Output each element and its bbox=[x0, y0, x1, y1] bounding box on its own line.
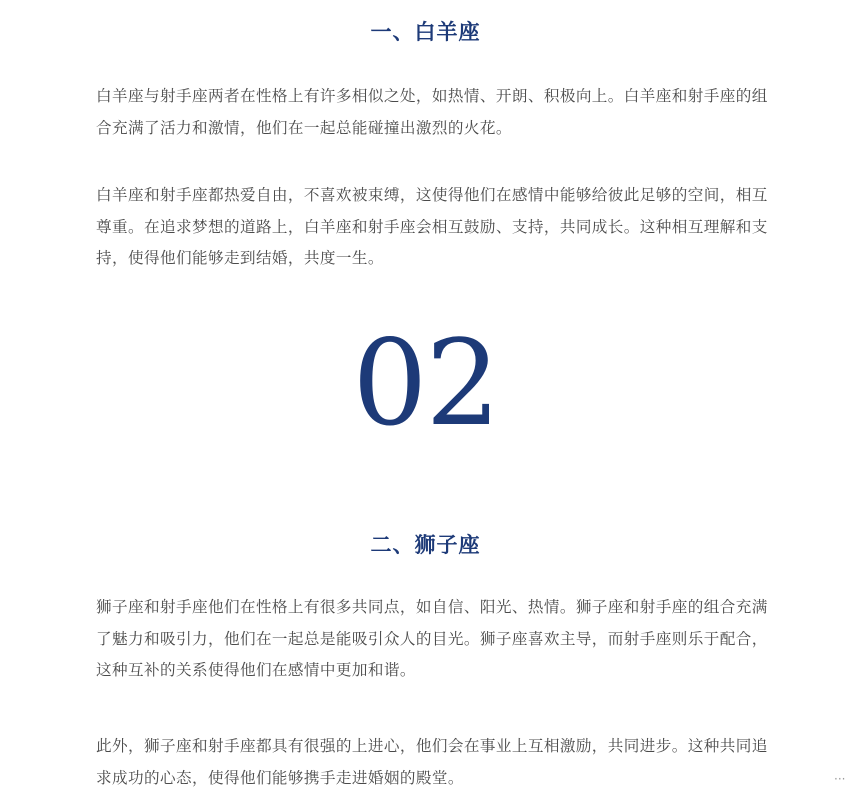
section-number: 02 bbox=[352, 314, 499, 452]
paragraph-aries-1: 白羊座与射手座两者在性格上有许多相似之处，如热情、开朗、积极向上。白羊座和射手座的组合充满了活力和激情，他们在一起总能碰撞出激烈的火花。 bbox=[96, 87, 768, 137]
paragraph-leo-1: 狮子座和射手座他们在性格上有很多共同点，如自信、阳光、热情。狮子座和射手座的组合充满了魅力和吸引力，他们在一起总是能吸引众人的目光。狮子座喜欢主导，而射手座则乐于配合，这种互补的关系使得他们在感情中更加和谐。 bbox=[96, 598, 768, 679]
section-heading-leo: 二、狮子座 bbox=[370, 533, 481, 557]
paragraph-aries-2: 白羊座和射手座都热爱自由，不喜欢被束缚，这使得他们在感情中能够给彼此足够的空间，相互尊重。在追求梦想的道路上，白羊座和射手座会相互鼓励、支持，共同成长。这种相互理解和支持，使得他们能够走到结婚，共度一生。 bbox=[96, 186, 768, 267]
section-heading-aries: 一、白羊座 bbox=[370, 20, 481, 44]
corner-dots-icon: ··· bbox=[834, 772, 846, 786]
paragraph-leo-2: 此外，狮子座和射手座都具有很强的上进心，他们会在事业上互相激励，共同进步。这种共同追求成功的心态，使得他们能够携手走进婚姻的殿堂。 bbox=[96, 737, 768, 787]
